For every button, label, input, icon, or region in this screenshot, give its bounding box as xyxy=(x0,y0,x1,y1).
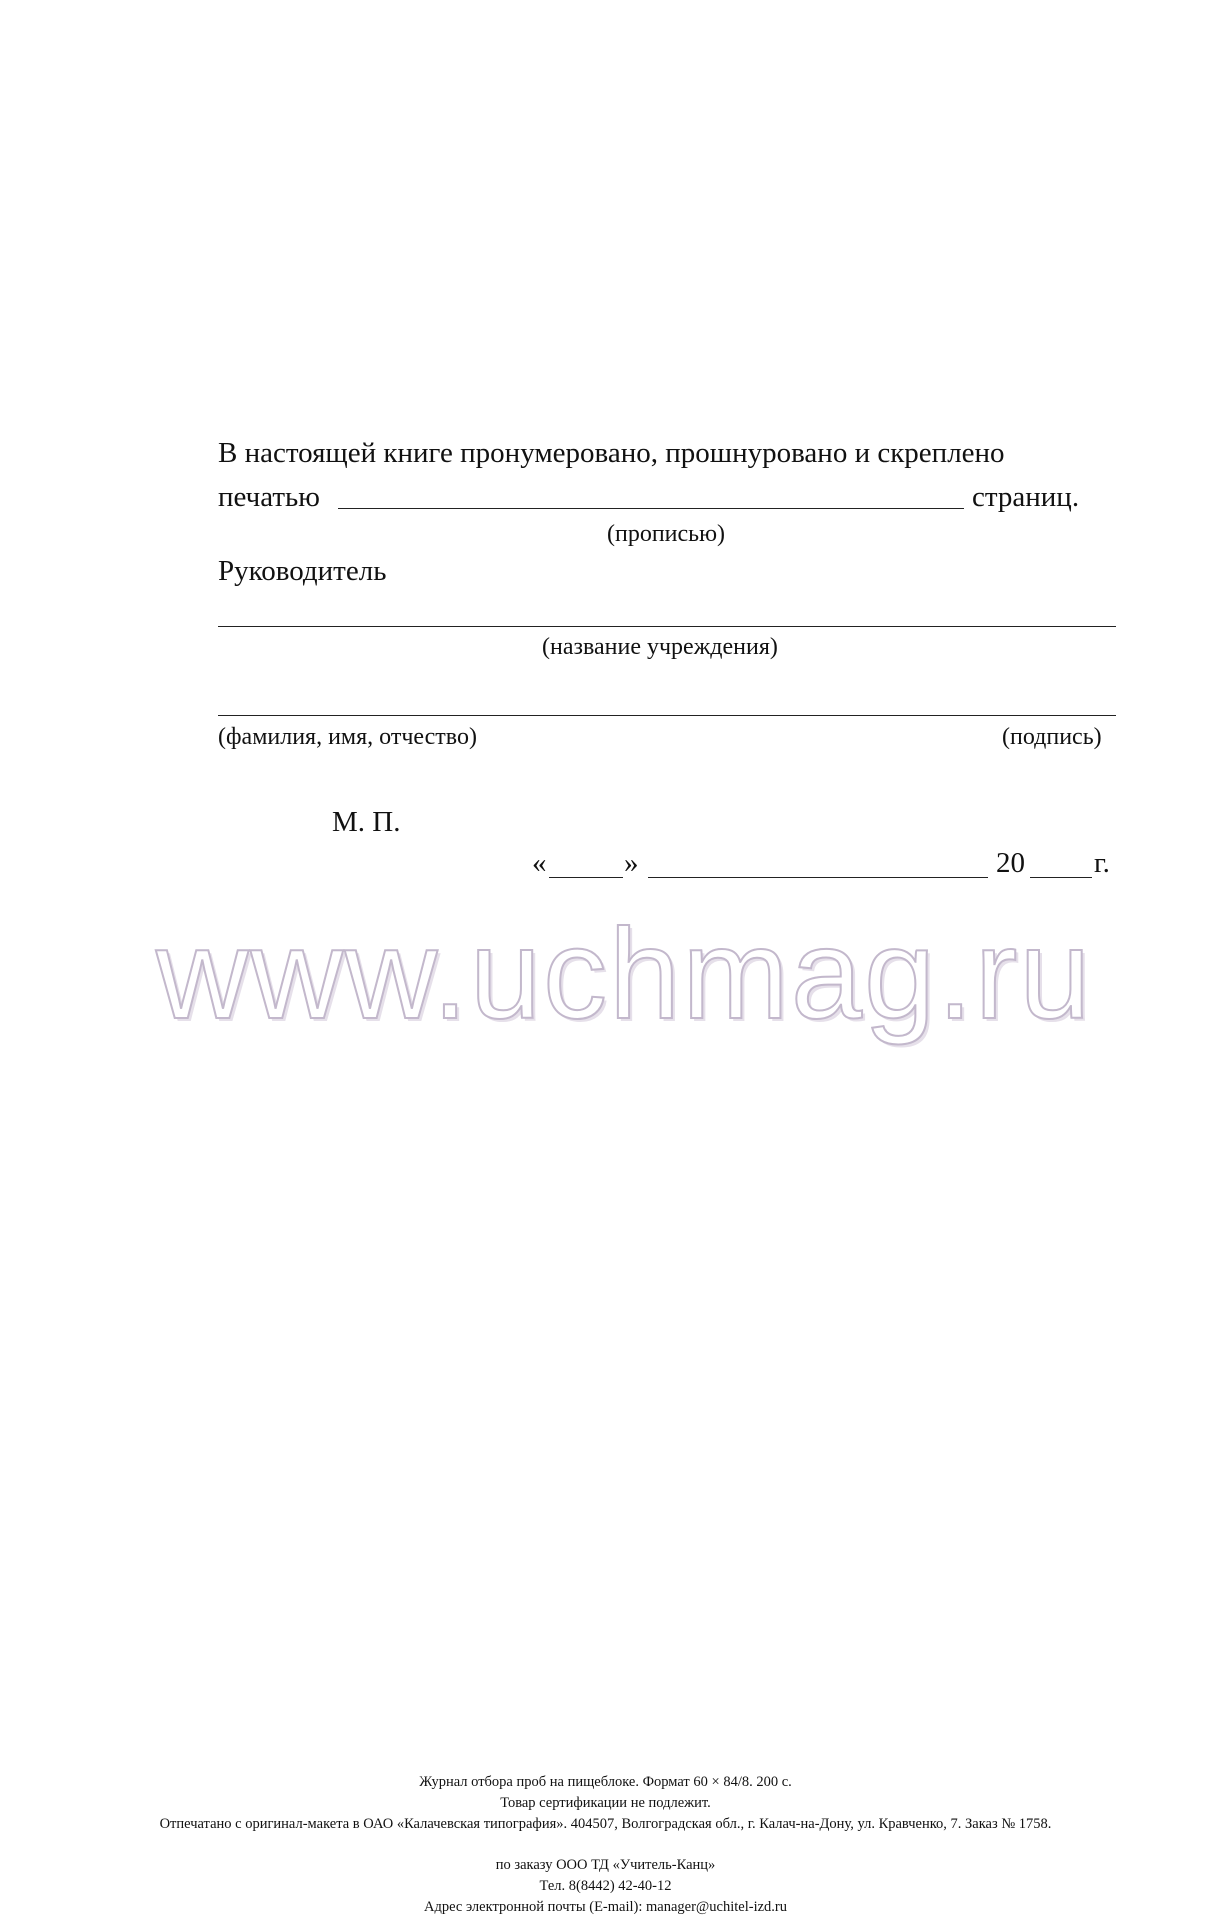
year-prefix: 20 xyxy=(996,847,1025,879)
day-blank-line xyxy=(549,877,623,878)
imprint-line-6: Адрес электронной почты (E-mail): manager@uchitel-izd.ru xyxy=(424,1899,787,1915)
year-suffix: г. xyxy=(1094,847,1110,879)
page-count-blank-line xyxy=(338,508,964,509)
head-label: Руководитель xyxy=(218,555,387,587)
institution-blank-line xyxy=(218,626,1116,627)
stamp-place: М. П. xyxy=(332,806,401,838)
year-blank-line xyxy=(1030,877,1092,878)
certificate-line-2-end: страниц. xyxy=(972,481,1080,513)
fullname-blank-line xyxy=(218,715,1116,716)
hint-institution: (название учреждения) xyxy=(542,634,778,660)
imprint-line-4: по заказу ООО ТД «Учитель-Канц» xyxy=(495,1857,716,1873)
imprint-line-2: Товар сертификации не подлежит. xyxy=(500,1795,711,1811)
certificate-line-1: В настоящей книге пронумеровано, прошнуровано и скреплено xyxy=(218,437,1005,469)
month-blank-line xyxy=(648,877,988,878)
hint-signature: (подпись) xyxy=(1002,724,1102,750)
hint-in-words: (прописью) xyxy=(607,521,726,547)
imprint-line-5: Тел. 8(8442) 42-40-12 xyxy=(539,1878,672,1894)
date-quote-open: « xyxy=(532,847,547,879)
imprint-line-1: Журнал отбора проб на пищеблоке. Формат 60 × 84/8. 200 с. xyxy=(419,1774,792,1790)
imprint-line-3: Отпечатано с оригинал-макета в ОАО «Калачевская типография». 404507, Волгоградская обл., г. Калач-на-Дону, ул. Кравченко, 7. Заказ № 1758. xyxy=(159,1816,1052,1832)
certificate-line-2-start: печатью xyxy=(218,481,320,513)
date-quote-close: » xyxy=(624,847,639,879)
watermark: www.uchmag.ru xyxy=(156,903,1093,1046)
hint-fullname: (фамилия, имя, отчество) xyxy=(218,724,477,750)
